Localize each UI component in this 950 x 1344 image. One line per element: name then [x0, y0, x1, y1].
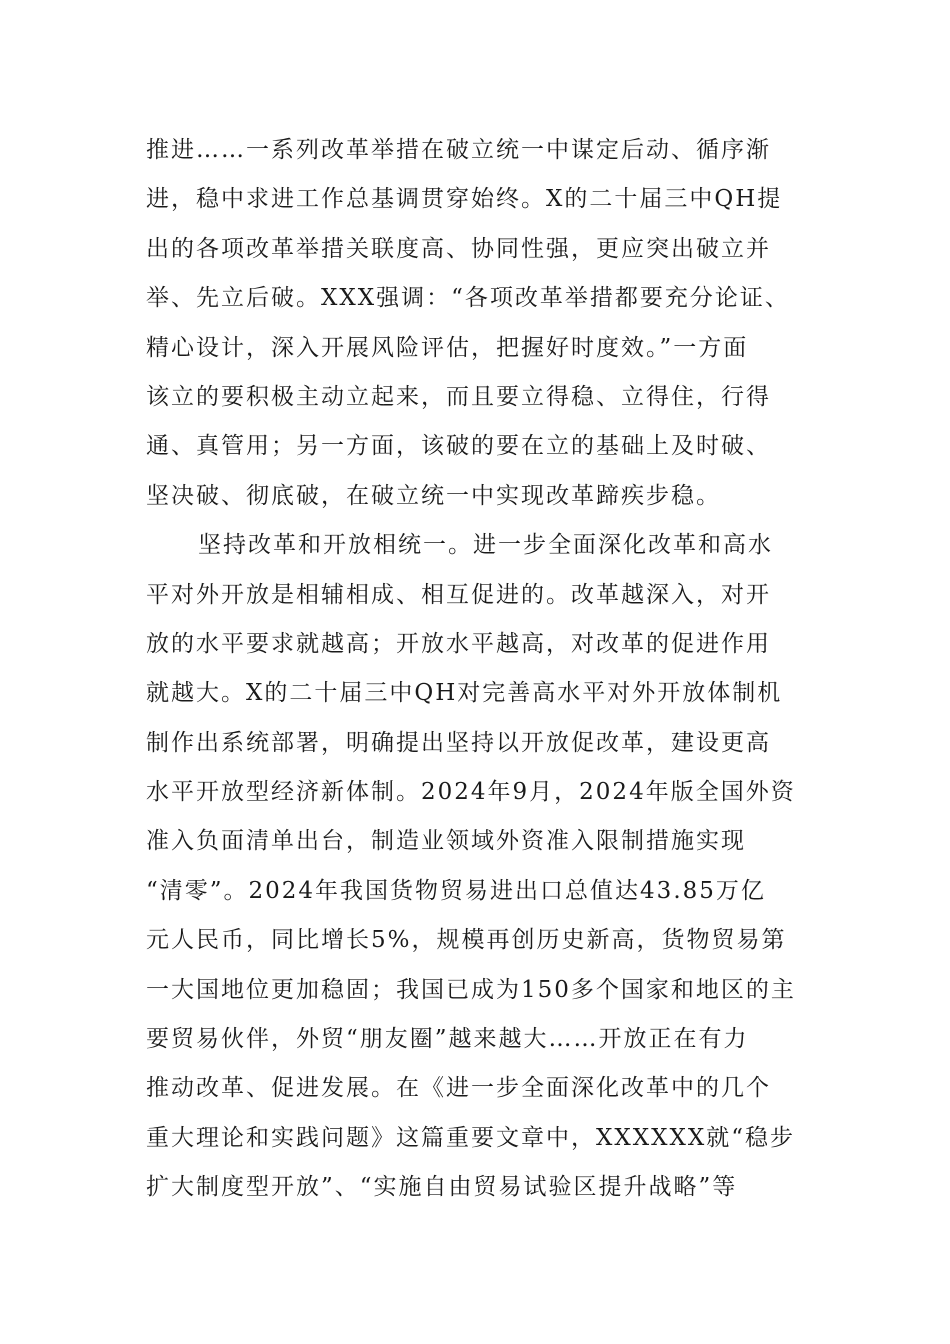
text-line: 放的水平要求就越高；开放水平越高，对改革的促进作用	[146, 630, 771, 657]
paragraph	[146, 521, 806, 1212]
text-line: 准入负面清单出台，制造业领域外资准入限制措施实现	[146, 828, 746, 855]
text-line: 扩大制度型开放”、“实施自由贸易试验区提升战略”等	[146, 1174, 738, 1201]
body-text	[146, 126, 806, 1213]
text-line: 制作出系统部署，明确提出坚持以开放促改革，建设更高	[146, 729, 771, 756]
text-line: 进，稳中求进工作总基调贯穿始终。X的二十届三中QH提	[146, 186, 783, 213]
text-line: 就越大。X的二十届三中QH对完善高水平对外开放体制机	[146, 680, 783, 707]
text-line: 举、先立后破。XXX强调：“各项改革举措都要充分论证、	[146, 285, 790, 312]
text-line: 重大理论和实践问题》这篇重要文章中，XXXXXX就“稳步	[146, 1124, 796, 1151]
text-line: 该立的要积极主动立起来，而且要立得稳、立得住，行得	[146, 383, 771, 410]
text-line: 推动改革、促进发展。在《进一步全面深化改革中的几个	[146, 1075, 771, 1102]
text-line: “清零”。2024年我国货物贸易进出口总值达43.85万亿	[146, 877, 766, 904]
text-line: 推进……一系列改革举措在破立统一中谋定后动、循序渐	[146, 137, 771, 163]
text-line: 一大国地位更加稳固；我国已成为150多个国家和地区的主	[146, 976, 796, 1003]
text-line: 坚决破、彻底破，在破立统一中实现改革蹄疾步稳。	[146, 482, 721, 509]
text-line: 精心设计，深入开展风险评估，把握好时度效。”一方面	[146, 334, 749, 361]
text-line: 元人民币，同比增长5%，规模再创历史新高，货物贸易第	[146, 927, 787, 954]
text-line: 通、真管用；另一方面，该破的要在立的基础上及时破、	[146, 433, 771, 460]
text-line: 水平开放型经济新体制。2024年9月，2024年版全国外资	[146, 779, 796, 806]
text-line: 坚持改革和开放相统一。进一步全面深化改革和高水	[198, 532, 773, 559]
text-line: 平对外开放是相辅相成、相互促进的。改革越深入，对开	[146, 581, 771, 608]
paragraph	[146, 126, 806, 521]
text-line: 要贸易伙伴，外贸“朋友圈”越来越大……开放正在有力	[146, 1026, 749, 1053]
text-line: 出的各项改革举措关联度高、协同性强，更应突出破立并	[146, 235, 771, 262]
